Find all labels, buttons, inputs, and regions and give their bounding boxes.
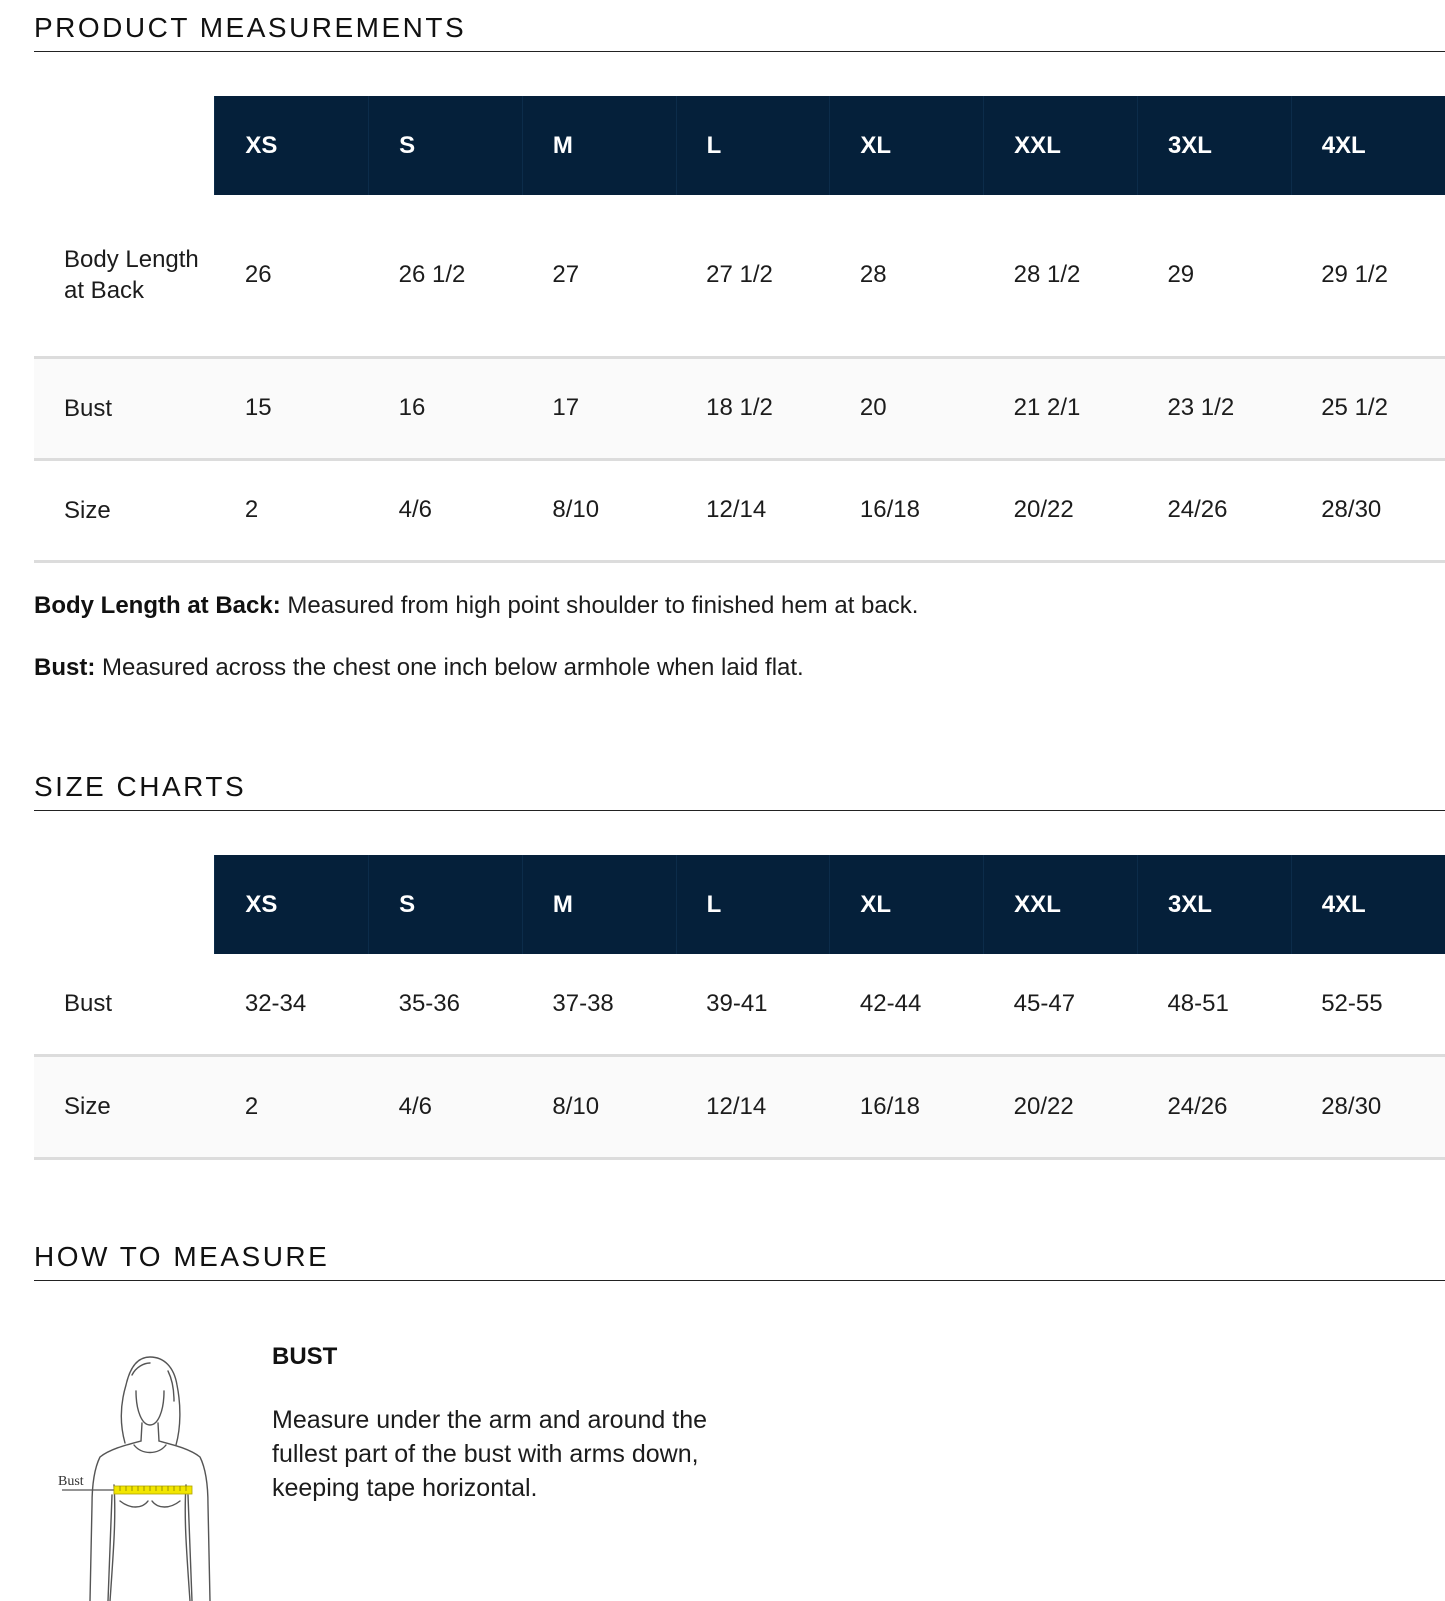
section-title-how-to-measure: HOW TO MEASURE: [34, 1241, 330, 1272]
table-cell: 28/30: [1291, 1055, 1445, 1158]
note-body-length: [34, 592, 918, 620]
table-cell: 27: [552, 261, 580, 289]
table-cell: 16/18: [830, 1055, 984, 1158]
column-header-xl: XL: [830, 855, 984, 954]
table-cell: 8/10: [552, 496, 600, 523]
column-header-xl: XL: [830, 96, 984, 195]
section-title-size-charts: SIZE CHARTS: [34, 771, 247, 802]
note-text: Measured across the chest one inch below armhole when laid flat.: [95, 654, 804, 681]
section-divider: [34, 1280, 1445, 1281]
table-cell: 8/10: [522, 1055, 676, 1158]
column-header-xxl: XXL: [984, 855, 1138, 954]
figure-bust-label: Bust: [58, 1474, 84, 1489]
table-cell: 27 1/2: [706, 261, 773, 289]
note-term: Bust:: [34, 654, 96, 681]
column-header-3xl: 3XL: [1137, 96, 1291, 195]
measure-bust-instructions: Measure under the arm and around the fullest part of the bust with arms down, keeping tape horizontal.: [272, 1406, 707, 1502]
row-label: Body Length at Back: [64, 246, 199, 305]
table-row-body-length: [34, 195, 1445, 357]
table-cell: 18 1/2: [676, 357, 830, 459]
table-cell: 21 2/1: [984, 357, 1138, 459]
table-cell: 37-38: [552, 989, 614, 1017]
table-cell: 42-44: [859, 989, 922, 1017]
table-cell: 24/26: [1167, 496, 1228, 523]
table-cell: 24/26: [1137, 1055, 1291, 1158]
column-header-m: M: [522, 855, 676, 954]
table-header-row: [34, 96, 1445, 195]
table-cell: 4/6: [369, 1055, 523, 1158]
table-cell: 17: [522, 357, 676, 459]
table-cell: 28 1/2: [1013, 261, 1081, 289]
column-header-s: S: [369, 96, 523, 195]
size-charts-table: [34, 855, 1445, 1160]
table-cell: 48-51: [1167, 989, 1229, 1017]
table-cell: 52-55: [1321, 989, 1383, 1017]
column-header-xs: XS: [215, 96, 369, 195]
table-cell: 20/22: [984, 1055, 1138, 1158]
note-text: Measured from high point shoulder to finished hem at back.: [280, 592, 919, 619]
table-cell: 15: [215, 357, 369, 459]
table-row-bust: [34, 954, 1445, 1055]
table-cell: 39-41: [706, 989, 768, 1017]
table-cell: 2: [215, 1055, 369, 1158]
column-header-xxl: XXL: [984, 96, 1138, 195]
header-corner: [34, 855, 215, 954]
table-cell: 28: [859, 261, 887, 289]
header-corner: [34, 96, 215, 195]
table-cell: 16/18: [859, 496, 920, 523]
table-row-size: [34, 459, 1445, 561]
table-cell: 32-34: [244, 989, 307, 1017]
product-measurements-table: [34, 96, 1445, 563]
column-header-4xl: 4XL: [1291, 96, 1445, 195]
section-divider: [34, 810, 1445, 811]
table-cell: 2: [244, 496, 259, 523]
row-label: Size: [64, 496, 111, 524]
table-cell: 26 1/2: [398, 261, 466, 289]
column-header-l: L: [676, 855, 830, 954]
table-cell: 45-47: [1013, 989, 1076, 1017]
note-bust: [34, 654, 804, 682]
column-header-3xl: 3XL: [1137, 855, 1291, 954]
table-cell: 20: [830, 357, 984, 459]
table-cell: 23 1/2: [1137, 357, 1291, 459]
table-cell: 29 1/2: [1321, 261, 1388, 289]
table-cell: 35-36: [398, 989, 460, 1017]
column-header-m: M: [522, 96, 676, 195]
column-header-xs: XS: [215, 855, 369, 954]
row-label: Size: [34, 1055, 215, 1158]
section-title-product-measurements: PRODUCT MEASUREMENTS: [34, 12, 467, 43]
row-label: Bust: [64, 990, 113, 1018]
note-term: Body Length at Back:: [34, 592, 281, 619]
table-cell: 12/14: [706, 496, 767, 523]
table-cell: 29: [1167, 261, 1195, 289]
table-cell: 25 1/2: [1291, 357, 1445, 459]
table-cell: 28/30: [1321, 496, 1382, 523]
table-header-row: [34, 855, 1445, 954]
column-header-s: S: [369, 855, 523, 954]
section-divider: [34, 51, 1445, 52]
table-row-bust: [34, 357, 1445, 459]
column-header-l: L: [676, 96, 830, 195]
table-cell: 12/14: [676, 1055, 830, 1158]
table-cell: 20/22: [1013, 496, 1074, 523]
table-row-size: [34, 1055, 1445, 1158]
female-torso-outline-icon: [50, 1345, 240, 1601]
column-header-4xl: 4XL: [1291, 855, 1445, 954]
table-cell: 4/6: [398, 496, 432, 523]
row-label: Bust: [34, 357, 215, 459]
table-cell: 16: [369, 357, 523, 459]
measure-bust-title: BUST: [272, 1343, 338, 1370]
table-cell: 26: [244, 261, 272, 289]
